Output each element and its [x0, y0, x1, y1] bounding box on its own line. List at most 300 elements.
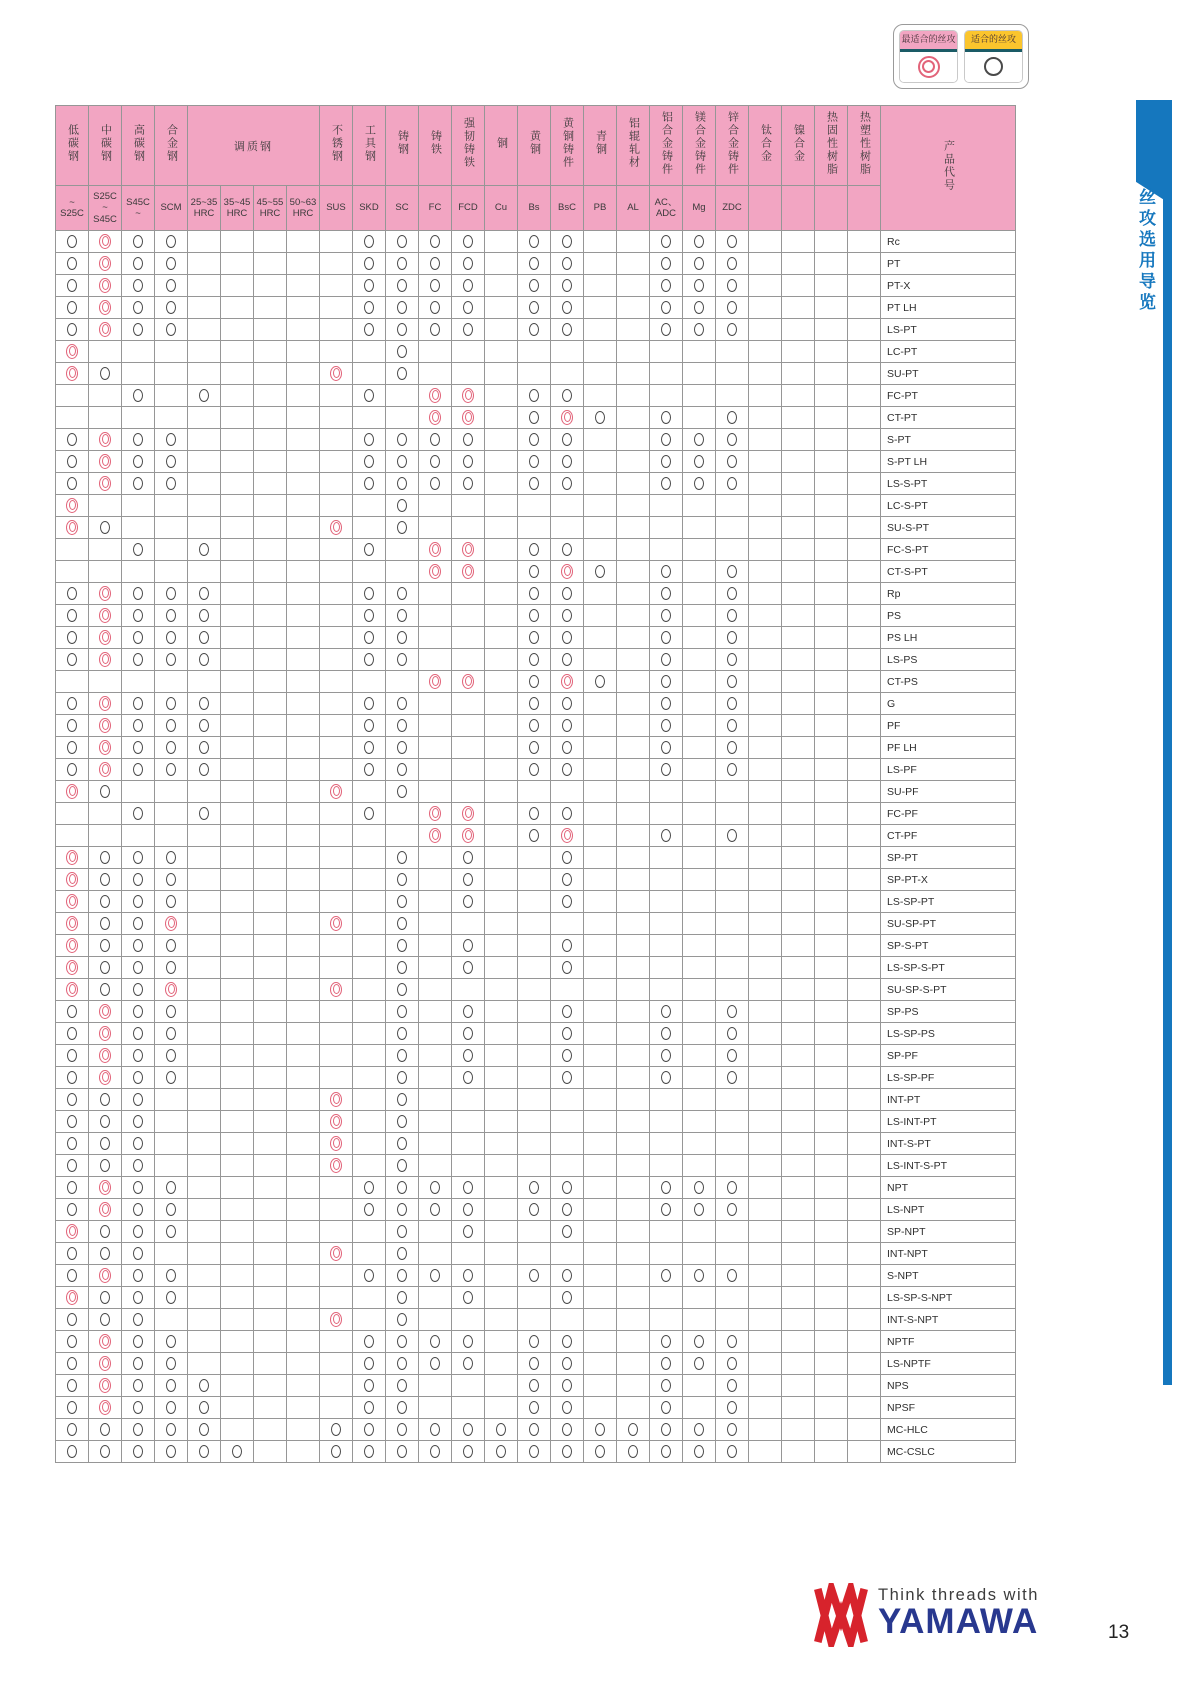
cell	[89, 913, 122, 935]
legend-best-label: 最适合的丝攻	[900, 31, 957, 49]
cell	[221, 869, 254, 891]
cell	[551, 671, 584, 693]
cell	[188, 341, 221, 363]
cell	[650, 693, 683, 715]
cell	[848, 1287, 881, 1309]
cell	[221, 1331, 254, 1353]
best-mark-icon	[99, 608, 111, 623]
cell	[452, 671, 485, 693]
cell	[254, 451, 287, 473]
cell	[749, 935, 782, 957]
ok-mark-icon	[661, 1269, 671, 1282]
cell	[254, 1331, 287, 1353]
cell	[122, 847, 155, 869]
cell	[485, 275, 518, 297]
cell	[56, 517, 89, 539]
cell	[89, 1441, 122, 1463]
product-code: SP-PF	[881, 1045, 1016, 1067]
ok-mark-icon	[166, 873, 176, 886]
ok-mark-icon	[661, 1181, 671, 1194]
cell	[155, 319, 188, 341]
cell	[617, 1155, 650, 1177]
best-mark-icon	[99, 322, 111, 337]
cell	[188, 737, 221, 759]
cell	[155, 341, 188, 363]
ok-mark-icon	[529, 741, 539, 754]
cell	[419, 627, 452, 649]
cell	[716, 1001, 749, 1023]
ok-mark-icon	[661, 697, 671, 710]
cell	[122, 781, 155, 803]
cell	[452, 913, 485, 935]
cell	[386, 1441, 419, 1463]
cell	[749, 627, 782, 649]
cell	[221, 275, 254, 297]
cell	[551, 825, 584, 847]
cell	[89, 605, 122, 627]
cell	[287, 583, 320, 605]
cell	[848, 847, 881, 869]
cell	[452, 847, 485, 869]
cell	[650, 891, 683, 913]
cell	[782, 1441, 815, 1463]
cell	[320, 297, 353, 319]
cell	[122, 1023, 155, 1045]
column-header: 锌合金铸件	[716, 106, 749, 186]
cell	[254, 319, 287, 341]
cell	[56, 407, 89, 429]
cell	[848, 869, 881, 891]
ok-mark-icon	[463, 257, 473, 270]
cell	[320, 1419, 353, 1441]
column-code-header: S25C ~ S45C	[89, 186, 122, 231]
ok-mark-icon	[133, 1357, 143, 1370]
ok-mark-icon	[397, 653, 407, 666]
cell	[452, 1243, 485, 1265]
ok-mark-icon	[529, 829, 539, 842]
ok-mark-icon	[727, 675, 737, 688]
cell	[848, 297, 881, 319]
cell	[254, 1133, 287, 1155]
cell	[452, 715, 485, 737]
cell	[485, 1177, 518, 1199]
cell	[518, 253, 551, 275]
cell	[650, 297, 683, 319]
cell	[848, 627, 881, 649]
cell	[254, 495, 287, 517]
cell	[617, 473, 650, 495]
cell	[320, 957, 353, 979]
cell	[452, 1309, 485, 1331]
cell	[419, 1243, 452, 1265]
cell	[485, 825, 518, 847]
ok-mark-icon	[694, 1423, 704, 1436]
cell	[848, 473, 881, 495]
cell	[551, 1023, 584, 1045]
cell	[353, 231, 386, 253]
best-mark-icon	[429, 564, 441, 579]
cell	[56, 803, 89, 825]
product-code: INT-PT	[881, 1089, 1016, 1111]
cell	[584, 363, 617, 385]
ok-mark-icon	[562, 1379, 572, 1392]
cell	[650, 627, 683, 649]
cell	[518, 1045, 551, 1067]
ok-mark-icon	[529, 1401, 539, 1414]
cell	[155, 1265, 188, 1287]
cell	[188, 825, 221, 847]
table-row	[56, 451, 1016, 473]
ok-mark-icon	[166, 1269, 176, 1282]
ok-mark-icon	[661, 1401, 671, 1414]
cell	[353, 297, 386, 319]
cell	[188, 1023, 221, 1045]
cell	[353, 1199, 386, 1221]
cell	[254, 1111, 287, 1133]
ok-mark-icon	[133, 235, 143, 248]
cell	[122, 1133, 155, 1155]
cell	[287, 671, 320, 693]
cell	[122, 1375, 155, 1397]
ok-mark-icon	[661, 1423, 671, 1436]
cell	[485, 649, 518, 671]
cell	[122, 627, 155, 649]
ok-mark-icon	[133, 477, 143, 490]
ok-mark-icon	[529, 609, 539, 622]
table-row	[56, 363, 1016, 385]
cell	[518, 825, 551, 847]
ok-mark-icon	[595, 1423, 605, 1436]
ok-mark-icon	[397, 741, 407, 754]
product-column-header: 产品代号	[881, 106, 1016, 231]
ok-mark-icon	[133, 1203, 143, 1216]
cell	[815, 913, 848, 935]
cell	[617, 825, 650, 847]
best-mark-icon	[66, 1290, 78, 1305]
cell	[56, 1375, 89, 1397]
cell	[386, 671, 419, 693]
cell	[386, 429, 419, 451]
cell	[551, 1353, 584, 1375]
best-mark-icon	[99, 762, 111, 777]
cell	[419, 1441, 452, 1463]
best-mark-icon	[330, 1114, 342, 1129]
ok-mark-icon	[430, 433, 440, 446]
cell	[320, 363, 353, 385]
cell	[485, 583, 518, 605]
best-mark-icon	[330, 916, 342, 931]
ok-mark-icon	[463, 1445, 473, 1458]
cell	[683, 583, 716, 605]
cell	[650, 473, 683, 495]
product-code: FC-S-PT	[881, 539, 1016, 561]
cell	[683, 363, 716, 385]
cell	[188, 1331, 221, 1353]
cell	[584, 253, 617, 275]
ok-mark-icon	[529, 1181, 539, 1194]
cell	[617, 539, 650, 561]
cell	[320, 517, 353, 539]
cell	[188, 1287, 221, 1309]
ok-mark-icon	[133, 1423, 143, 1436]
cell	[551, 847, 584, 869]
cell	[716, 957, 749, 979]
cell	[287, 1375, 320, 1397]
cell	[584, 583, 617, 605]
cell	[188, 891, 221, 913]
cell	[650, 429, 683, 451]
cell	[551, 1221, 584, 1243]
cell	[122, 737, 155, 759]
cell	[551, 913, 584, 935]
cell	[386, 759, 419, 781]
cell	[782, 473, 815, 495]
cell	[617, 1023, 650, 1045]
ok-mark-icon	[694, 235, 704, 248]
cell	[419, 1331, 452, 1353]
product-code: Rp	[881, 583, 1016, 605]
cell	[452, 891, 485, 913]
cell	[188, 803, 221, 825]
column-code-header: Mg	[683, 186, 716, 231]
table-row	[56, 1375, 1016, 1397]
cell	[56, 319, 89, 341]
cell	[254, 231, 287, 253]
cell	[386, 1243, 419, 1265]
cell	[386, 385, 419, 407]
product-code: SP-PT-X	[881, 869, 1016, 891]
cell	[221, 1419, 254, 1441]
cell	[518, 891, 551, 913]
cell	[716, 583, 749, 605]
cell	[221, 737, 254, 759]
cell	[419, 231, 452, 253]
cell	[452, 803, 485, 825]
ok-mark-icon	[397, 1137, 407, 1150]
cell	[518, 847, 551, 869]
cell	[848, 1155, 881, 1177]
best-mark-icon	[330, 982, 342, 997]
table-row	[56, 1001, 1016, 1023]
cell	[485, 957, 518, 979]
cell	[122, 363, 155, 385]
ok-mark-icon	[727, 1071, 737, 1084]
cell	[650, 341, 683, 363]
cell	[485, 715, 518, 737]
ok-mark-icon	[67, 653, 77, 666]
cell	[650, 231, 683, 253]
cell	[650, 1221, 683, 1243]
ok-mark-icon	[727, 653, 737, 666]
cell	[749, 297, 782, 319]
column-header: 黄铜	[518, 106, 551, 186]
cell	[518, 759, 551, 781]
cell	[56, 231, 89, 253]
cell	[89, 1375, 122, 1397]
cell	[188, 715, 221, 737]
column-header: 工具钢	[353, 106, 386, 186]
cell	[782, 803, 815, 825]
cell	[320, 1441, 353, 1463]
product-code: FC-PT	[881, 385, 1016, 407]
best-mark-icon	[99, 256, 111, 271]
ok-mark-icon	[463, 433, 473, 446]
compatibility-table	[55, 105, 1016, 1463]
cell	[419, 1067, 452, 1089]
cell	[683, 627, 716, 649]
cell	[122, 1155, 155, 1177]
cell	[452, 1441, 485, 1463]
cell	[188, 693, 221, 715]
cell	[353, 627, 386, 649]
cell	[89, 1397, 122, 1419]
best-mark-icon	[561, 564, 573, 579]
ok-mark-icon	[67, 697, 77, 710]
best-mark-icon	[66, 784, 78, 799]
cell	[584, 935, 617, 957]
cell	[782, 1375, 815, 1397]
cell	[287, 363, 320, 385]
cell	[386, 913, 419, 935]
cell	[815, 385, 848, 407]
ok-mark-icon	[661, 279, 671, 292]
table-row	[56, 671, 1016, 693]
cell	[56, 1133, 89, 1155]
cell	[584, 1309, 617, 1331]
cell	[815, 1067, 848, 1089]
ok-mark-icon	[661, 653, 671, 666]
cell	[716, 1221, 749, 1243]
cell	[122, 407, 155, 429]
product-code: SU-SP-S-PT	[881, 979, 1016, 1001]
ok-mark-icon	[562, 807, 572, 820]
cell	[56, 1397, 89, 1419]
cell	[320, 605, 353, 627]
cell	[518, 913, 551, 935]
cell	[584, 957, 617, 979]
ok-mark-icon	[529, 1379, 539, 1392]
cell	[749, 1265, 782, 1287]
ok-mark-icon	[562, 763, 572, 776]
best-mark-icon	[99, 1356, 111, 1371]
ok-mark-icon	[562, 1049, 572, 1062]
table-row	[56, 1287, 1016, 1309]
ok-mark-icon	[529, 807, 539, 820]
best-mark-icon	[99, 300, 111, 315]
ok-mark-icon	[133, 323, 143, 336]
cell	[287, 1067, 320, 1089]
cell	[683, 737, 716, 759]
best-mark-icon	[330, 520, 342, 535]
cell	[155, 297, 188, 319]
cell	[254, 253, 287, 275]
ok-mark-icon	[67, 741, 77, 754]
cell	[221, 847, 254, 869]
cell	[89, 869, 122, 891]
cell	[848, 363, 881, 385]
cell	[221, 957, 254, 979]
best-mark-icon	[66, 938, 78, 953]
cell	[155, 1067, 188, 1089]
cell	[122, 649, 155, 671]
ok-mark-icon	[463, 1005, 473, 1018]
cell	[386, 781, 419, 803]
ok-mark-icon	[628, 1445, 638, 1458]
cell	[353, 407, 386, 429]
cell	[650, 869, 683, 891]
best-mark-icon	[66, 982, 78, 997]
ok-mark-icon	[529, 1357, 539, 1370]
cell	[353, 1375, 386, 1397]
product-code: LS-S-PT	[881, 473, 1016, 495]
cell	[320, 1243, 353, 1265]
cell	[485, 1155, 518, 1177]
cell	[254, 715, 287, 737]
cell	[848, 517, 881, 539]
cell	[749, 869, 782, 891]
cell	[617, 1067, 650, 1089]
ok-mark-icon	[430, 1445, 440, 1458]
cell	[584, 759, 617, 781]
cell	[518, 319, 551, 341]
cell	[188, 957, 221, 979]
cell	[188, 275, 221, 297]
cell	[815, 1287, 848, 1309]
ok-mark-icon	[397, 609, 407, 622]
cell	[419, 451, 452, 473]
cell	[386, 1133, 419, 1155]
cell	[518, 1089, 551, 1111]
cell	[683, 649, 716, 671]
best-mark-icon	[99, 476, 111, 491]
ok-mark-icon	[364, 389, 374, 402]
cell	[848, 1023, 881, 1045]
column-header: 热固性树脂	[815, 106, 848, 186]
cell	[353, 583, 386, 605]
legend-ok	[964, 30, 1023, 83]
cell	[749, 957, 782, 979]
cell	[386, 715, 419, 737]
ok-mark-icon	[984, 57, 1003, 76]
cell	[683, 1287, 716, 1309]
cell	[485, 451, 518, 473]
cell	[56, 253, 89, 275]
cell	[320, 935, 353, 957]
cell	[518, 1221, 551, 1243]
cell	[221, 1265, 254, 1287]
cell	[89, 671, 122, 693]
cell	[89, 319, 122, 341]
ok-mark-icon	[397, 1005, 407, 1018]
ok-mark-icon	[562, 1335, 572, 1348]
cell	[386, 1265, 419, 1287]
cell	[353, 979, 386, 1001]
cell	[386, 517, 419, 539]
cell	[188, 935, 221, 957]
ok-mark-icon	[133, 807, 143, 820]
cell	[254, 1419, 287, 1441]
cell	[89, 539, 122, 561]
cell	[683, 891, 716, 913]
ok-mark-icon	[133, 697, 143, 710]
cell	[419, 869, 452, 891]
ok-mark-icon	[562, 543, 572, 556]
cell	[122, 451, 155, 473]
ok-mark-icon	[166, 235, 176, 248]
ok-mark-icon	[364, 741, 374, 754]
cell	[320, 913, 353, 935]
ok-mark-icon	[397, 455, 407, 468]
